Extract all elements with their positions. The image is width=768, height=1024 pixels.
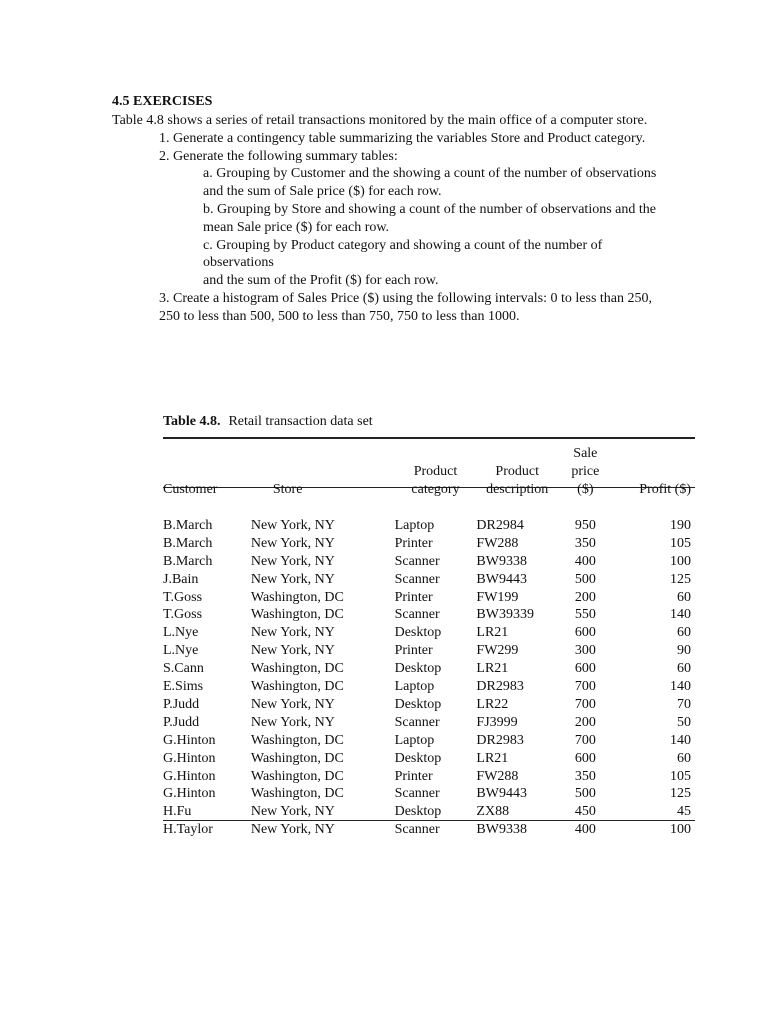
cell-store: New York, NY (250, 553, 335, 569)
retail-transaction-table (163, 445, 695, 839)
cell-profit: 140 (670, 679, 691, 695)
cell-profit: 90 (677, 643, 691, 659)
cell-sale-price: 500 (574, 786, 596, 802)
table-row (163, 535, 695, 553)
cell-profit: 60 (677, 625, 691, 641)
table-row (163, 768, 695, 786)
header-customer: Customer (163, 482, 218, 497)
table-row (163, 821, 695, 839)
cell-product-category: Desktop (394, 750, 442, 766)
table-row (163, 571, 695, 589)
cell-store: Washington, DC (250, 589, 344, 605)
exercise-item-2c-line2: and the sum of the Profit ($) for each row. (203, 273, 439, 289)
header-product-description (476, 445, 558, 499)
cell-store: Washington, DC (250, 768, 344, 784)
cell-customer: L.Nye (163, 625, 199, 641)
cell-sale-price: 200 (574, 714, 596, 730)
cell-product-description: FW288 (476, 535, 519, 551)
cell-product-category: Desktop (394, 661, 442, 677)
cell-store: New York, NY (250, 571, 335, 587)
cell-product-description: DR2984 (476, 517, 524, 533)
cell-profit: 100 (670, 822, 691, 838)
cell-product-category: Printer (394, 768, 433, 784)
table-row (163, 696, 695, 714)
cell-customer: P.Judd (163, 714, 200, 730)
cell-product-description: LR22 (476, 696, 509, 712)
table-row (163, 589, 695, 607)
cell-profit: 125 (670, 571, 691, 587)
cell-product-description: DR2983 (476, 679, 524, 695)
header-store: Store (272, 482, 303, 497)
table-row (163, 785, 695, 803)
section-heading: 4.5 EXERCISES (112, 94, 213, 109)
cell-customer: B.March (163, 553, 213, 569)
cell-customer: G.Hinton (163, 732, 216, 748)
table-row (163, 714, 695, 732)
cell-customer: T.Goss (163, 589, 203, 605)
header-product-description-line2: description (486, 482, 549, 497)
cell-product-category: Laptop (394, 517, 435, 533)
table-row (163, 732, 695, 750)
cell-product-category: Scanner (394, 786, 440, 802)
cell-store: Washington, DC (250, 661, 344, 677)
cell-product-description: DR2983 (476, 732, 524, 748)
header-product-category (395, 445, 477, 499)
table-caption (163, 414, 373, 430)
cell-profit: 50 (677, 714, 691, 730)
table-row (163, 517, 695, 535)
cell-customer: S.Cann (163, 661, 204, 677)
cell-profit: 105 (670, 768, 691, 784)
cell-sale-price: 400 (574, 553, 596, 569)
exercise-item-3: 3. Create a histogram of Sales Price ($) using the following intervals: 0 to less than 250, 250 to less than 500, 500 to less than 750, 750 to less than 1000. (159, 290, 653, 324)
cell-product-description: FJ3999 (476, 714, 518, 730)
header-sale-price-line1: Sale price (571, 446, 600, 479)
table-row (163, 606, 695, 624)
cell-profit: 60 (677, 661, 691, 677)
cell-product-category: Printer (394, 535, 433, 551)
cell-sale-price: 700 (574, 732, 596, 748)
exercise-item-2c-line1: c. Grouping by Product category and showing a count of the number of observations (203, 237, 603, 271)
cell-product-category: Desktop (394, 625, 442, 641)
cell-sale-price: 350 (574, 768, 596, 784)
cell-profit: 45 (677, 804, 691, 820)
cell-store: Washington, DC (250, 732, 344, 748)
cell-product-category: Desktop (394, 804, 442, 820)
cell-product-category: Laptop (394, 732, 435, 748)
exercise-item-2a-line2: and the sum of Sale price ($) for each row. (203, 184, 442, 200)
cell-product-description: BW39339 (476, 607, 534, 623)
cell-sale-price: 200 (574, 589, 596, 605)
cell-store: New York, NY (250, 517, 335, 533)
cell-product-description: LR21 (476, 661, 509, 677)
header-product-category-line1: Product (413, 464, 458, 479)
cell-profit: 105 (670, 535, 691, 551)
exercise-item-2b-line1: b. Grouping by Store and showing a count of the number of observations and the (203, 201, 656, 217)
cell-product-category: Scanner (394, 553, 440, 569)
cell-store: New York, NY (250, 822, 335, 838)
cell-customer: G.Hinton (163, 768, 216, 784)
cell-store: Washington, DC (250, 607, 344, 623)
cell-store: New York, NY (250, 714, 335, 730)
exercise-item-2b-line2: mean Sale price ($) for each row. (203, 219, 390, 235)
cell-product-category: Printer (394, 589, 433, 605)
cell-product-description: FW199 (476, 589, 519, 605)
cell-sale-price: 350 (574, 535, 596, 551)
cell-sale-price: 600 (574, 750, 596, 766)
table-row (163, 642, 695, 660)
cell-customer: H.Taylor (163, 822, 213, 838)
cell-sale-price: 550 (574, 607, 596, 623)
cell-customer: E.Sims (163, 679, 204, 695)
cell-profit: 100 (670, 553, 691, 569)
header-sale-price (558, 445, 613, 499)
cell-sale-price: 500 (574, 571, 596, 587)
cell-product-category: Scanner (394, 714, 440, 730)
cell-customer: T.Goss (163, 607, 203, 623)
cell-customer: G.Hinton (163, 786, 216, 802)
cell-profit: 190 (670, 517, 691, 533)
cell-store: Washington, DC (250, 750, 344, 766)
exercise-intro: Table 4.8 shows a series of retail transactions monitored by the main office of a computer store. (112, 113, 648, 128)
cell-product-description: BW9338 (476, 553, 527, 569)
table-caption-text: Retail transaction data set (228, 414, 373, 429)
cell-sale-price: 700 (574, 679, 596, 695)
cell-customer: B.March (163, 517, 213, 533)
table-top-rule (163, 437, 695, 439)
table-header (163, 445, 695, 517)
cell-product-category: Printer (394, 643, 433, 659)
cell-product-category: Scanner (394, 822, 440, 838)
cell-sale-price: 450 (574, 804, 596, 820)
table-row (163, 553, 695, 571)
cell-store: New York, NY (250, 696, 335, 712)
cell-profit: 60 (677, 589, 691, 605)
cell-store: New York, NY (250, 535, 335, 551)
cell-product-description: ZX88 (476, 804, 510, 820)
header-product-category-line2: category (411, 482, 460, 497)
table-caption-label: Table 4.8. (163, 414, 221, 429)
table-row (163, 624, 695, 642)
cell-profit: 70 (677, 696, 691, 712)
cell-sale-price: 600 (574, 625, 596, 641)
table-row (163, 750, 695, 768)
cell-sale-price: 600 (574, 661, 596, 677)
header-product-description-line1: Product (495, 464, 539, 479)
cell-customer: B.March (163, 535, 213, 551)
cell-profit: 140 (670, 607, 691, 623)
cell-product-description: BW9443 (476, 786, 527, 802)
table-row (163, 660, 695, 678)
cell-product-description: BW9443 (476, 571, 527, 587)
cell-customer: J.Bain (163, 571, 199, 587)
cell-profit: 60 (677, 750, 691, 766)
cell-customer: L.Nye (163, 643, 199, 659)
cell-product-description: FW299 (476, 643, 519, 659)
exercise-item-2: 2. Generate the following summary tables: (159, 148, 398, 164)
cell-product-category: Desktop (394, 696, 442, 712)
cell-product-description: FW288 (476, 768, 519, 784)
cell-customer: H.Fu (163, 804, 192, 820)
cell-product-description: LR21 (476, 750, 509, 766)
exercise-text (112, 112, 672, 326)
cell-customer: G.Hinton (163, 750, 216, 766)
table-body (163, 517, 695, 839)
cell-store: Washington, DC (250, 679, 344, 695)
table-row (163, 678, 695, 696)
header-profit: Profit ($) (639, 482, 691, 497)
cell-product-category: Scanner (394, 607, 440, 623)
exercise-item-2a-line1: a. Grouping by Customer and the showing a count of the number of observations (203, 166, 657, 182)
cell-store: New York, NY (250, 643, 335, 659)
cell-product-category: Laptop (394, 679, 435, 695)
cell-store: New York, NY (250, 625, 335, 641)
cell-sale-price: 700 (574, 696, 596, 712)
cell-store: New York, NY (250, 804, 335, 820)
exercise-item-1: 1. Generate a contingency table summarizing the variables Store and Product category. (159, 130, 646, 146)
cell-product-category: Scanner (394, 571, 440, 587)
header-sale-price-line2: ($) (577, 482, 594, 497)
cell-profit: 140 (670, 732, 691, 748)
cell-sale-price: 950 (574, 517, 596, 533)
table-row (163, 803, 695, 821)
cell-sale-price: 300 (574, 643, 596, 659)
cell-sale-price: 400 (574, 822, 596, 838)
cell-product-description: LR21 (476, 625, 509, 641)
cell-customer: P.Judd (163, 696, 200, 712)
cell-product-description: BW9338 (476, 822, 527, 838)
cell-store: Washington, DC (250, 786, 344, 802)
cell-profit: 125 (670, 786, 691, 802)
